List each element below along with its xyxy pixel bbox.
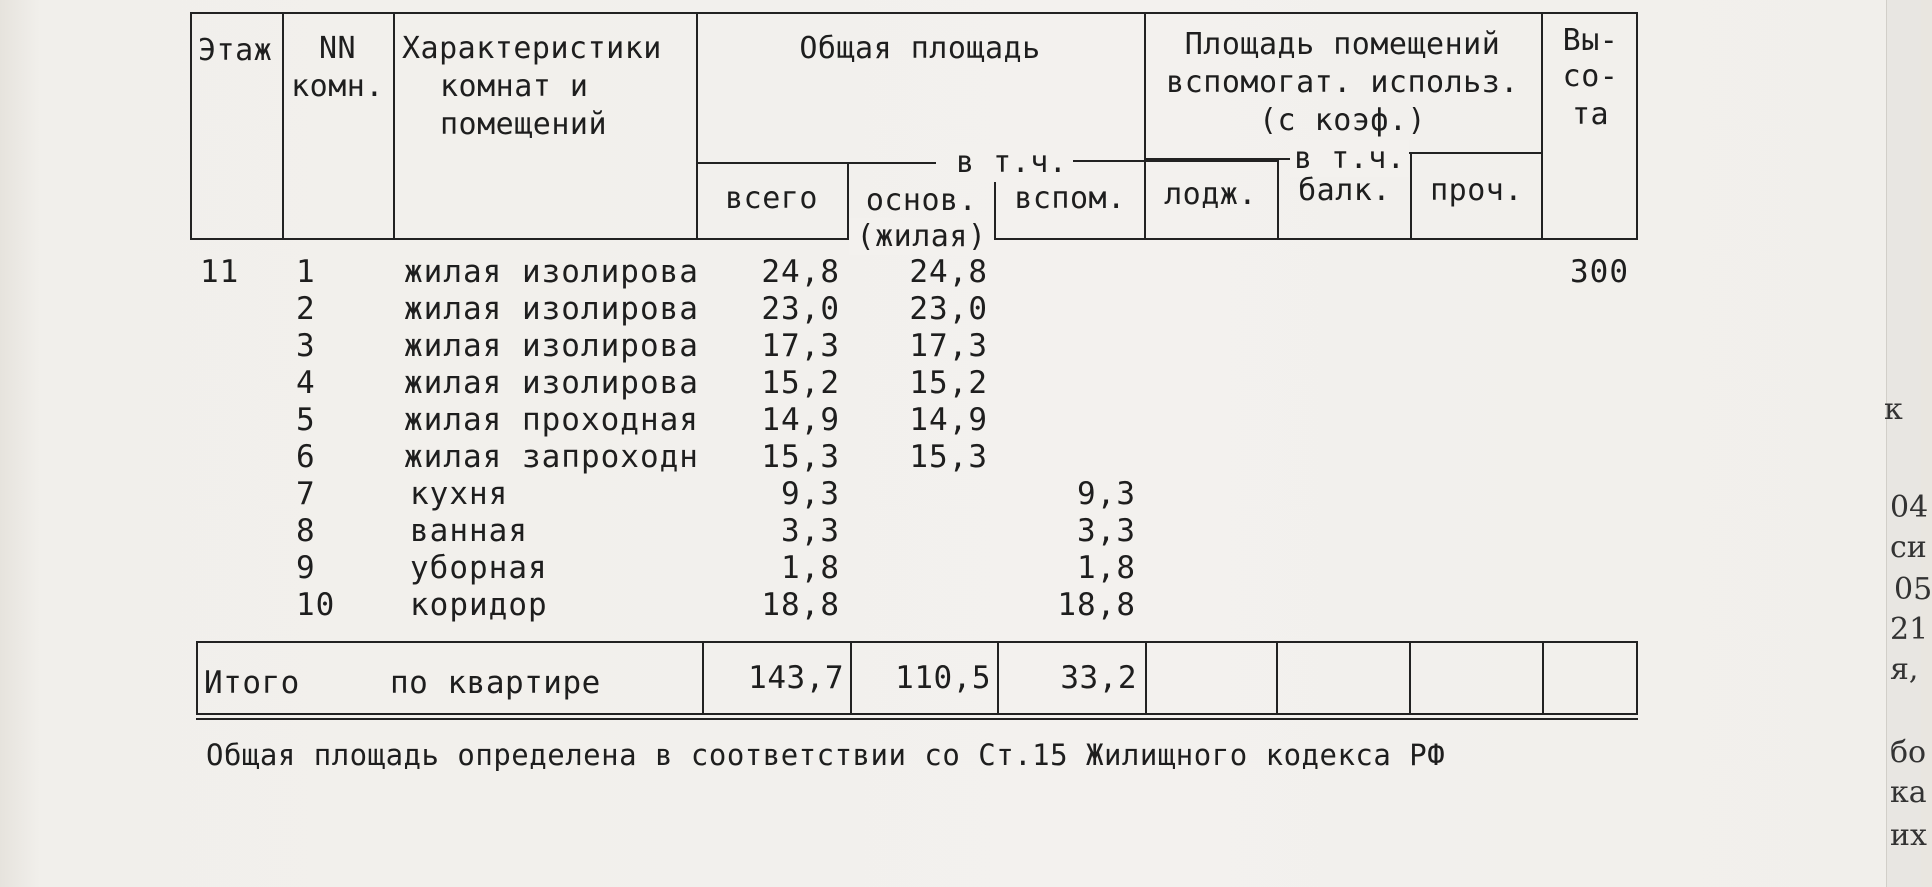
header-total: всего — [725, 181, 818, 216]
side-fragment: 21 — [1890, 612, 1929, 647]
row-total: 3,3 — [781, 513, 840, 549]
side-fragment: си — [1890, 530, 1927, 565]
header-characteristics: комнат и — [440, 69, 589, 104]
row-aux: 9,3 — [1077, 476, 1136, 512]
side-fragment: 05 — [1894, 572, 1932, 607]
header-height: та — [1571, 97, 1610, 132]
table-row — [0, 439, 1700, 476]
totals-total: 143,7 — [748, 660, 844, 696]
row-name: жилая проходная — [404, 402, 699, 438]
header-loggia: лодж. — [1164, 177, 1257, 212]
row-total: 14,9 — [761, 402, 840, 438]
header-aux-area: Площадь помещений — [1184, 27, 1501, 62]
row-nn: 7 — [296, 476, 316, 512]
row-aux: 3,3 — [1077, 513, 1136, 549]
double-line — [196, 718, 1638, 720]
header-other: проч. — [1430, 173, 1523, 208]
header-floor: Этаж — [198, 33, 273, 68]
row-main: 23,0 — [909, 291, 988, 327]
divider — [696, 162, 936, 164]
row-name: жилая изолирова — [404, 328, 699, 364]
header-nn: NN — [318, 31, 357, 66]
row-nn: 1 — [296, 254, 316, 290]
row-nn: 9 — [296, 550, 316, 586]
row-main: 15,2 — [909, 365, 988, 401]
divider — [1144, 158, 1276, 160]
header-characteristics: помещений — [440, 107, 608, 142]
row-aux: 18,8 — [1057, 587, 1136, 623]
row-nn: 5 — [296, 402, 316, 438]
row-total: 1,8 — [781, 550, 840, 586]
table-row — [0, 402, 1700, 439]
header-balcony: балк. — [1298, 173, 1391, 208]
row-name: коридор — [410, 587, 548, 623]
header-aux-area: (с коэф.) — [1258, 103, 1427, 138]
row-height: 300 — [1570, 254, 1629, 290]
totals-label: Итого — [204, 665, 300, 701]
divider — [1409, 641, 1411, 715]
row-nn: 10 — [296, 587, 336, 623]
table-row — [0, 587, 1700, 624]
side-fragment: ка — [1890, 775, 1927, 810]
table-row — [0, 550, 1700, 587]
row-name: жилая изолирова — [404, 365, 699, 401]
side-fragment: бо — [1890, 735, 1927, 770]
row-name: кухня — [410, 476, 509, 512]
table-row — [0, 254, 1700, 291]
header-nn-room: комн. — [291, 69, 384, 104]
header-aux-area: вспомогат. использ. — [1166, 65, 1519, 100]
divider — [1542, 641, 1544, 715]
table-row — [0, 513, 1700, 550]
header-incl: в т.ч. — [950, 144, 1073, 181]
side-fragment: их — [1890, 818, 1927, 853]
header-main-living: (жилая) — [849, 218, 994, 255]
totals-main: 110,5 — [895, 660, 991, 696]
divider — [1145, 641, 1147, 715]
header-height: Вы- — [1562, 23, 1619, 58]
row-nn: 2 — [296, 291, 316, 327]
table-row — [0, 291, 1700, 328]
header-aux: вспом. — [1014, 181, 1126, 216]
row-total: 15,3 — [761, 439, 840, 475]
totals-label-apartment: по квартире — [390, 665, 601, 701]
row-name: ванная — [410, 513, 528, 549]
row-main: 15,3 — [909, 439, 988, 475]
row-total: 23,0 — [761, 291, 840, 327]
row-total: 24,8 — [761, 254, 840, 290]
row-total: 18,8 — [761, 587, 840, 623]
row-main: 24,8 — [909, 254, 988, 290]
header-height: со- — [1562, 59, 1619, 94]
row-nn: 8 — [296, 513, 316, 549]
row-name: уборная — [410, 550, 548, 586]
table-row — [0, 476, 1700, 513]
side-fragment: 04 — [1890, 490, 1929, 525]
row-main: 14,9 — [909, 402, 988, 438]
divider — [1276, 641, 1278, 715]
header-characteristics: Характеристики — [402, 31, 662, 66]
divider — [393, 12, 395, 240]
footnote: Общая площадь определена в соответствии со Ст.15 Жилищного кодекса РФ — [206, 738, 1446, 772]
row-total: 15,2 — [761, 365, 840, 401]
row-nn: 4 — [296, 365, 316, 401]
side-fragment: я, — [1890, 652, 1919, 687]
totals-aux: 33,2 — [1060, 660, 1137, 696]
row-nn: 6 — [296, 439, 316, 475]
row-aux: 1,8 — [1077, 550, 1136, 586]
row-nn: 3 — [296, 328, 316, 364]
row-name: жилая изолирова — [404, 291, 699, 327]
divider — [1058, 160, 1278, 162]
header-total-area: Общая площадь — [799, 31, 1041, 66]
row-floor: 11 — [200, 254, 240, 290]
row-main: 17,3 — [909, 328, 988, 364]
header-main: основ. — [865, 183, 978, 218]
table-row — [0, 328, 1700, 365]
row-name: жилая запроходн — [404, 439, 699, 475]
row-total: 17,3 — [761, 328, 840, 364]
table-row — [0, 365, 1700, 402]
row-total: 9,3 — [781, 476, 840, 512]
header-aux-incl: в т.ч. — [1290, 140, 1409, 177]
row-name: жилая изолирова — [404, 254, 699, 290]
side-fragment: к — [1884, 392, 1903, 427]
